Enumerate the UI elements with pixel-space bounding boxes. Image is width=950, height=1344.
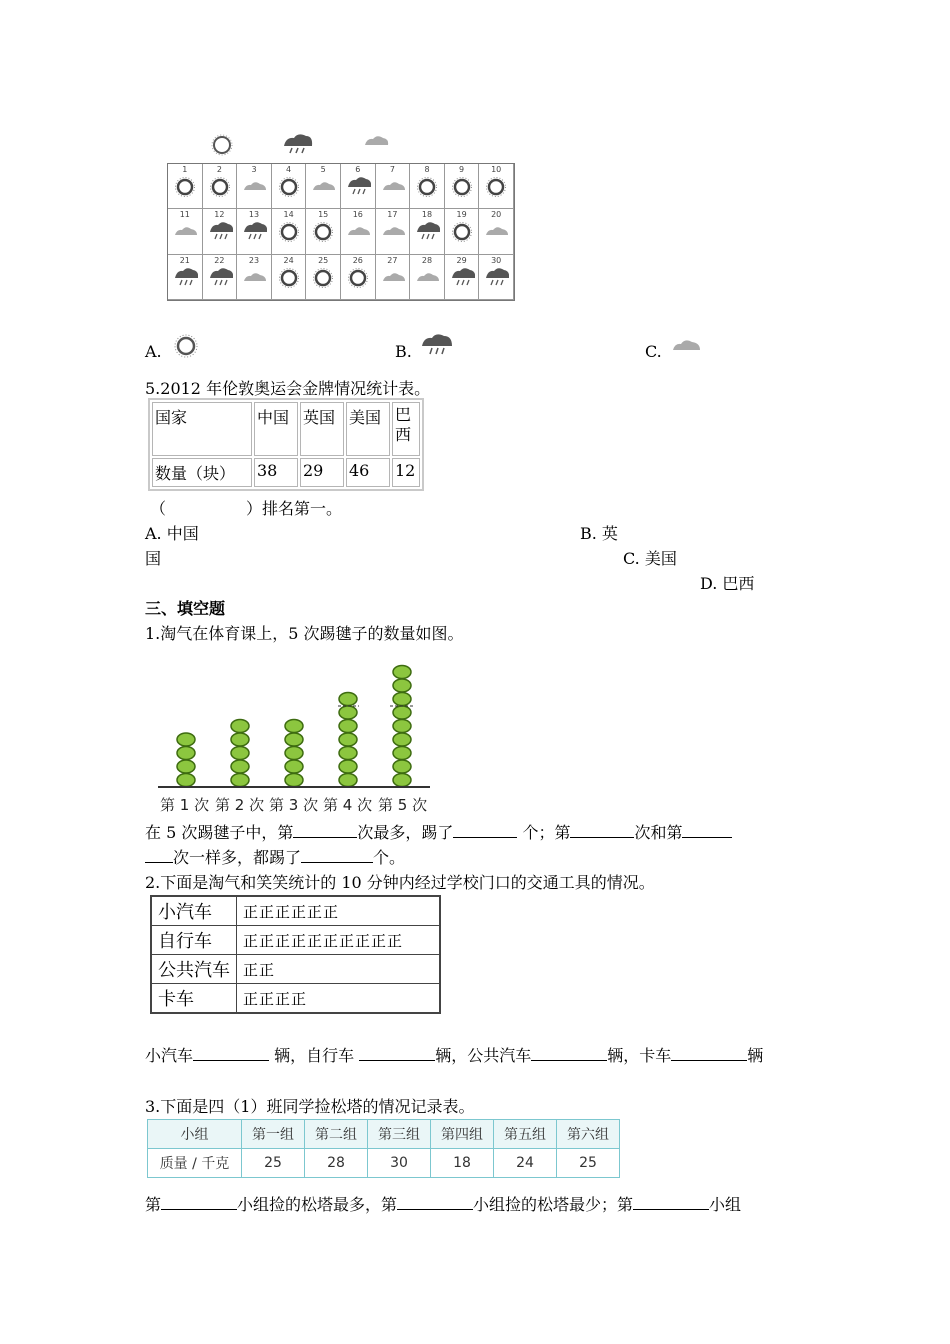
shuttlecock-mark: [393, 693, 411, 706]
calendar-day-number: 3: [251, 165, 257, 174]
weather-calendar: [167, 163, 515, 301]
calendar-day: [479, 255, 514, 300]
medal-row-label: 数量（块）: [152, 458, 252, 487]
calendar-day-number: 9: [459, 165, 465, 174]
sun-icon: [212, 135, 232, 155]
calendar-day-number: 12: [214, 210, 225, 220]
q3-answer-line: 第 小组捡的松塔最多，第 小组捡的松塔最少；第 小组: [145, 1195, 742, 1214]
shuttlecock-mark: [393, 679, 411, 692]
table-row: [151, 926, 440, 955]
calendar-day: [168, 209, 203, 254]
pine-header: 第三组: [368, 1120, 431, 1149]
calendar-day: [306, 164, 341, 209]
calendar-day: [445, 255, 480, 300]
calendar-day-number: 24: [283, 255, 294, 265]
calendar-day: [341, 209, 376, 254]
calendar-day: [479, 209, 514, 254]
q3-blank-3[interactable]: [633, 1193, 709, 1210]
table-row: [151, 955, 440, 984]
sun-icon: [278, 267, 300, 289]
pine-header: 小组: [148, 1120, 242, 1149]
q3-text: 3.下面是四（1）班同学捡松塔的情况记录表。: [145, 1097, 475, 1116]
cloudy-icon: [670, 334, 706, 356]
shuttlecock-mark: [177, 760, 195, 773]
calendar-day-number: 16: [352, 210, 363, 220]
shuttlecock-mark: [177, 747, 195, 760]
pine-value: 24: [494, 1149, 557, 1178]
q4-option-c[interactable]: C.: [645, 342, 662, 361]
table-row: [151, 896, 440, 926]
shuttlecock-mark: [393, 747, 411, 760]
pine-header: 第五组: [494, 1120, 557, 1149]
tally-marks: 正正正正正正: [237, 896, 441, 926]
calendar-day-number: 5: [320, 165, 326, 174]
shuttlecock-mark: [393, 733, 411, 746]
calendar-day: [341, 164, 376, 209]
calendar-day: [479, 164, 514, 209]
shuttlecock-mark: [285, 760, 303, 773]
medal-header-china: 中国: [254, 402, 298, 456]
chart-label-1: 第 1 次: [160, 796, 210, 814]
medal-header-brazil: 巴西: [392, 402, 420, 456]
medal-table: [148, 398, 424, 491]
shuttlecock-mark: [231, 720, 249, 733]
shuttlecock-mark: [285, 733, 303, 746]
tally-marks: 正正正正正正正正正正: [237, 926, 441, 955]
sun-icon: [416, 176, 438, 198]
pine-value: 28: [305, 1149, 368, 1178]
calendar-day: [272, 255, 307, 300]
calendar-day-number: 1: [182, 165, 188, 174]
table-row: [151, 984, 440, 1014]
q2-blank-car[interactable]: [193, 1044, 269, 1061]
q5-option-b[interactable]: B. 英: [580, 524, 618, 543]
medal-value-uk: 29: [300, 458, 344, 487]
calendar-day-number: 26: [352, 255, 363, 265]
weather-legend: [200, 130, 420, 160]
pine-row-label: 质量 / 千克: [148, 1149, 242, 1178]
rain-icon: [243, 221, 267, 243]
rain-icon: [418, 332, 458, 360]
rain-icon: [174, 267, 198, 289]
q5-question: （ ）排名第一。: [150, 499, 343, 518]
shuttlecock-mark: [231, 760, 249, 773]
medal-value-usa: 46: [346, 458, 390, 487]
shuttlecock-mark: [285, 747, 303, 760]
q5-title: 5.2012 年伦敦奥运会金牌情况统计表。: [145, 379, 431, 398]
calendar-day: [272, 209, 307, 254]
calendar-day: [376, 209, 411, 254]
calendar-day: [203, 209, 238, 254]
calendar-day: [341, 255, 376, 300]
calendar-day-number: 23: [248, 255, 260, 265]
rain-icon: [209, 221, 233, 243]
shuttlecock-mark: [231, 733, 249, 746]
q2-blank-truck[interactable]: [671, 1044, 747, 1061]
calendar-day-number: 6: [355, 165, 361, 174]
sun-icon: [485, 176, 507, 198]
calendar-day: [237, 164, 272, 209]
calendar-day-number: 28: [421, 255, 433, 265]
pine-value: 25: [242, 1149, 305, 1178]
calendar-day-number: 17: [387, 210, 398, 220]
calendar-day-number: 8: [424, 165, 430, 174]
sun-icon: [312, 267, 334, 289]
medal-value-brazil: 12: [392, 458, 420, 487]
chart-label-5: 第 5 次: [378, 796, 428, 814]
q1-blank-2[interactable]: [453, 821, 517, 838]
sun-icon: [451, 176, 473, 198]
shuttlecock-mark: [393, 706, 411, 719]
shuttlecock-mark: [177, 733, 195, 746]
calendar-day-number: 22: [214, 255, 225, 265]
shuttlecock-mark: [393, 666, 411, 679]
pine-header: 第一组: [242, 1120, 305, 1149]
cloudy-icon: [382, 221, 406, 243]
sun-icon: [278, 176, 300, 198]
calendar-day: [237, 255, 272, 300]
calendar-day-number: 21: [179, 255, 190, 265]
q1-text: 1.淘气在体育课上，5 次踢毽子的数量如图。: [145, 624, 464, 643]
calendar-day: [203, 164, 238, 209]
sun-icon: [451, 221, 473, 243]
shuttlecock-mark: [339, 706, 357, 719]
cloudy-icon: [485, 221, 509, 243]
q1-blank-4-cont[interactable]: [145, 846, 173, 863]
medal-header-country: 国家: [152, 402, 252, 456]
pine-value: 30: [368, 1149, 431, 1178]
sun-icon: [209, 176, 231, 198]
q1-blank-3[interactable]: [570, 821, 634, 838]
cloudy-icon: [243, 176, 267, 198]
calendar-day-number: 20: [491, 210, 502, 220]
calendar-day-number: 30: [491, 255, 502, 265]
chart-label-2: 第 2 次: [215, 796, 265, 814]
shuttlecock-mark: [339, 733, 357, 746]
rain-icon: [209, 267, 233, 289]
calendar-day: [410, 164, 445, 209]
calendar-day-number: 4: [286, 165, 292, 174]
calendar-day: [203, 255, 238, 300]
cloudy-icon: [312, 176, 336, 198]
tally-marks: 正正: [237, 955, 441, 984]
cloudy-icon: [416, 267, 440, 289]
cloudy-icon: [365, 136, 388, 145]
calendar-day-number: 27: [387, 255, 398, 265]
calendar-day-number: 11: [179, 210, 190, 220]
cloudy-icon: [347, 221, 371, 243]
chart-label-4: 第 4 次: [323, 796, 373, 814]
calendar-day-number: 18: [421, 210, 433, 220]
calendar-day: [306, 255, 341, 300]
q5-option-c[interactable]: C. 美国: [623, 549, 677, 568]
q4-option-a[interactable]: A.: [145, 342, 162, 361]
q1-blank-1[interactable]: [293, 821, 357, 838]
shuttlecock-mark: [339, 720, 357, 733]
calendar-day-number: 13: [248, 210, 260, 220]
calendar-day: [410, 209, 445, 254]
q5-option-d[interactable]: D. 巴西: [700, 574, 755, 593]
row-label: 卡车: [151, 984, 237, 1014]
calendar-day-number: 15: [318, 210, 329, 220]
tally-marks: 正正正正: [237, 984, 441, 1014]
shuttlecock-mark: [393, 720, 411, 733]
shuttlecock-mark: [285, 720, 303, 733]
calendar-day: [168, 164, 203, 209]
q1-answer-line2: 次一样多，都踢了 个。: [145, 845, 405, 868]
cloudy-icon: [174, 221, 198, 243]
cloudy-icon: [243, 267, 267, 289]
q2-blank-bike[interactable]: [359, 1044, 435, 1061]
pine-value: 18: [431, 1149, 494, 1178]
shuttlecock-mark: [339, 747, 357, 760]
shuttlecock-mark: [339, 774, 357, 787]
row-label: 公共汽车: [151, 955, 237, 984]
calendar-day-number: 2: [216, 165, 222, 174]
rain-icon: [347, 176, 371, 198]
cloudy-icon: [382, 176, 406, 198]
calendar-day: [376, 255, 411, 300]
pine-value: 25: [557, 1149, 620, 1178]
calendar-day-number: 14: [283, 210, 294, 220]
cloudy-icon: [382, 267, 406, 289]
section-title: 三、填空题: [145, 599, 226, 618]
shuttlecock-mark: [231, 747, 249, 760]
q2-text: 2.下面是淘气和笑笑统计的 10 分钟内经过学校门口的交通工具的情况。: [145, 873, 655, 892]
medal-value-china: 38: [254, 458, 298, 487]
shuttlecock-mark: [285, 774, 303, 787]
calendar-day: [445, 209, 480, 254]
calendar-day: [376, 164, 411, 209]
rain-icon: [451, 267, 475, 289]
calendar-day-number: 10: [491, 165, 502, 174]
calendar-day: [237, 209, 272, 254]
shuttlecock-mark: [393, 760, 411, 773]
pine-header: 第六组: [557, 1120, 620, 1149]
sun-icon: [312, 221, 334, 243]
q2-answer-line: 小汽车 辆，自行车 辆，公共汽车 辆，卡车 辆: [145, 1046, 764, 1065]
sun-icon: [172, 332, 202, 360]
rain-icon: [284, 134, 312, 153]
q5-option-a[interactable]: A. 中国: [145, 524, 199, 543]
calendar-day: [410, 255, 445, 300]
pine-header: 第四组: [431, 1120, 494, 1149]
q3-blank-most[interactable]: [161, 1193, 237, 1210]
pine-header: 第二组: [305, 1120, 368, 1149]
q2-blank-bus[interactable]: [531, 1044, 607, 1061]
q5-option-b-cont: 国: [145, 549, 162, 568]
q1-blank-5[interactable]: [301, 846, 373, 863]
calendar-day: [168, 255, 203, 300]
medal-header-uk: 英国: [300, 402, 344, 456]
calendar-day-number: 29: [456, 255, 467, 265]
calendar-day: [306, 209, 341, 254]
rain-icon: [485, 267, 509, 289]
shuttlecock-mark: [339, 693, 357, 706]
shuttlecock-mark: [339, 760, 357, 773]
calendar-day: [445, 164, 480, 209]
q1-blank-4[interactable]: [682, 821, 732, 838]
kick-chart: [150, 660, 440, 792]
medal-header-usa: 美国: [346, 402, 390, 456]
row-label: 自行车: [151, 926, 237, 955]
sun-icon: [174, 176, 196, 198]
vehicle-tally-table: [150, 895, 441, 1014]
calendar-day-number: 19: [456, 210, 467, 220]
q3-blank-least[interactable]: [397, 1193, 473, 1210]
chart-label-3: 第 3 次: [269, 796, 319, 814]
calendar-day-number: 25: [318, 255, 329, 265]
sun-icon: [347, 267, 369, 289]
shuttlecock-mark: [393, 774, 411, 787]
shuttlecock-mark: [177, 774, 195, 787]
sun-icon: [278, 221, 300, 243]
q1-answer-line1: 在 5 次踢毽子中，第 次最多，踢了 个；第 次和第: [145, 820, 732, 843]
shuttlecock-mark: [231, 774, 249, 787]
row-label: 小汽车: [151, 896, 237, 926]
calendar-day: [272, 164, 307, 209]
pinecone-table: [147, 1119, 620, 1178]
calendar-day-number: 7: [389, 165, 395, 174]
q4-option-b[interactable]: B.: [395, 342, 412, 361]
rain-icon: [416, 221, 440, 243]
